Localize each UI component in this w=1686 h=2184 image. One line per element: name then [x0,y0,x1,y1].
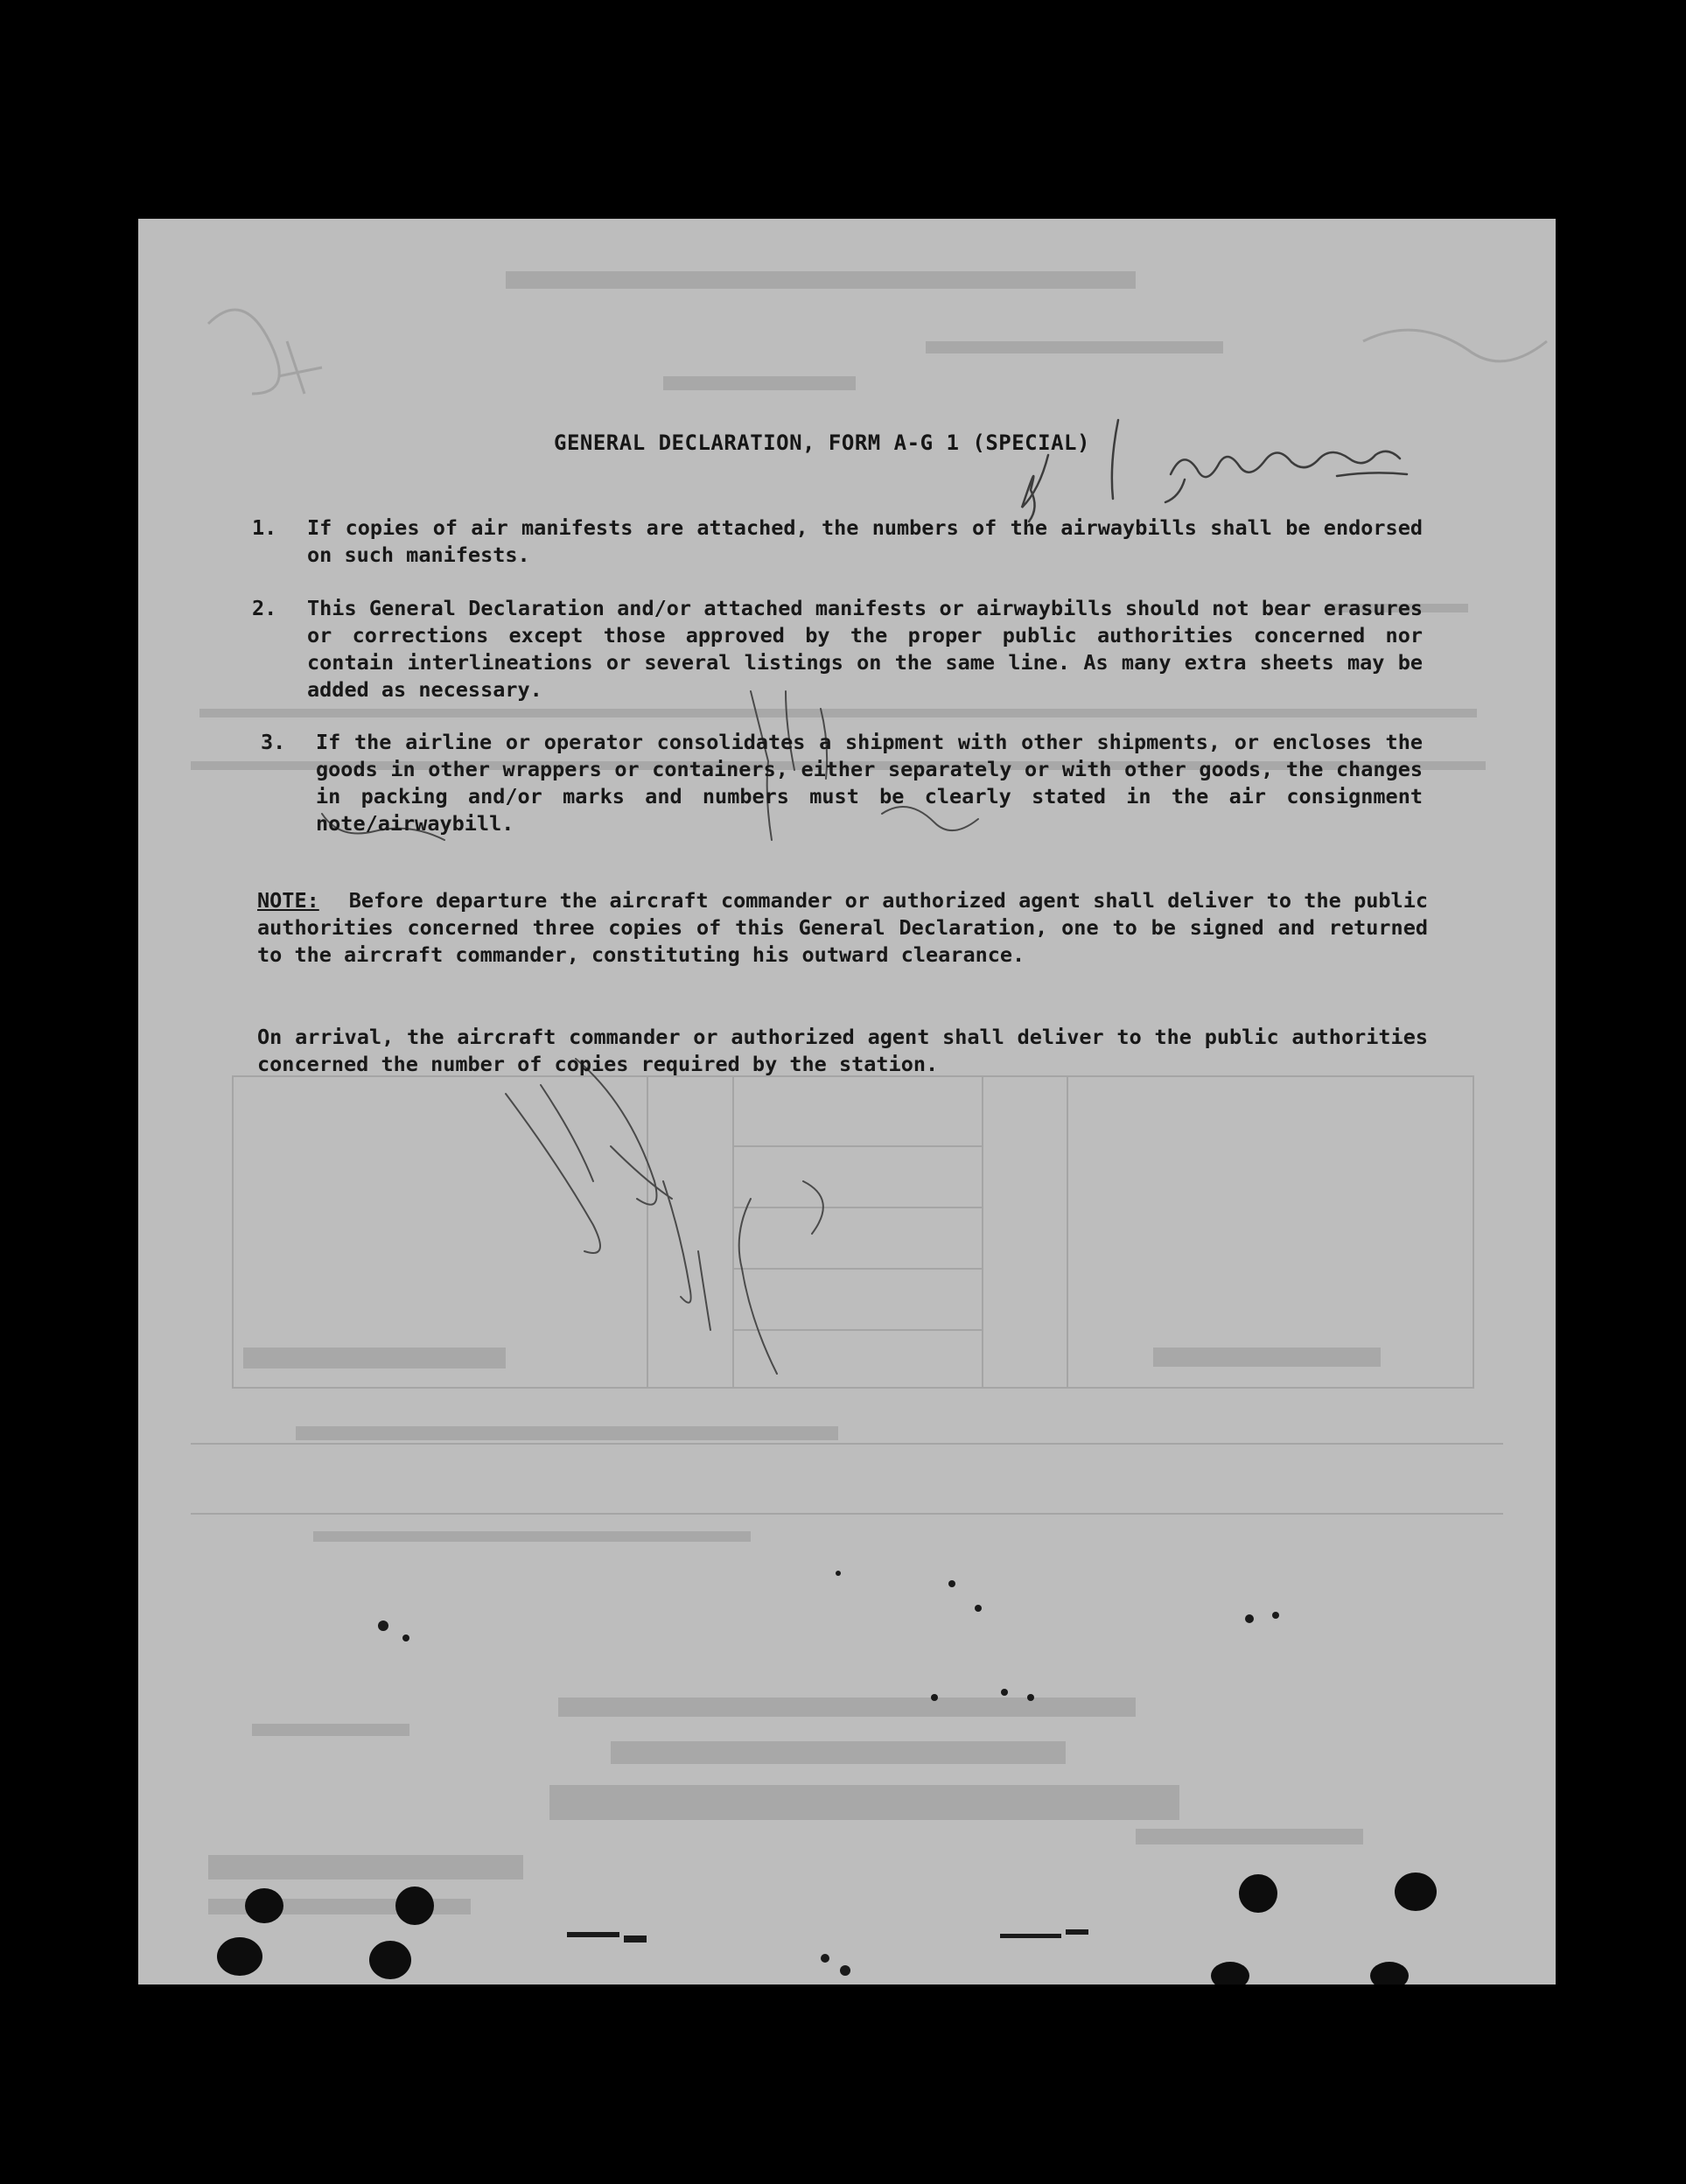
document-title: GENERAL DECLARATION, FORM A-G 1 (SPECIAL) [554,430,1090,455]
list-item-text: This General Declaration and/or attached manifests or airwaybills should not bear erasures or corrections except those approved by the proper public authorities concerned nor contain interlineations or several listings on the same line. As many extra sheets may be added as necessary. [307,596,1423,702]
list-item-number: 1. [252,515,277,540]
punch-holes [138,219,1556,1984]
note-text: Before departure the aircraft commander or authorized agent shall deliver to the public authorities concerned three copies of this General Declaration, one to be signed and returned to the aircraft commander, constituting his outward clearance. [257,888,1428,967]
note-label: NOTE: [257,888,319,913]
list-item-text: If copies of air manifests are attached, the numbers of the airwaybills shall be endorsed on such manifests. [307,515,1423,567]
list-item-number: 3. [261,730,286,754]
list-item-text: If the airline or operator consolidates a shipment with other shipments, or encloses the goods in other wrappers or containers, either separately or with other goods, the changes in packing and/or marks and numbers must be clearly stated in the air consignment note/airwaybill. [316,730,1423,836]
arrival-text: On arrival, the aircraft commander or authorized agent shall deliver to the public authorities concerned the number of copies required by the station. [257,1025,1428,1076]
document-page [138,219,1556,1984]
list-item-number: 2. [252,596,277,620]
